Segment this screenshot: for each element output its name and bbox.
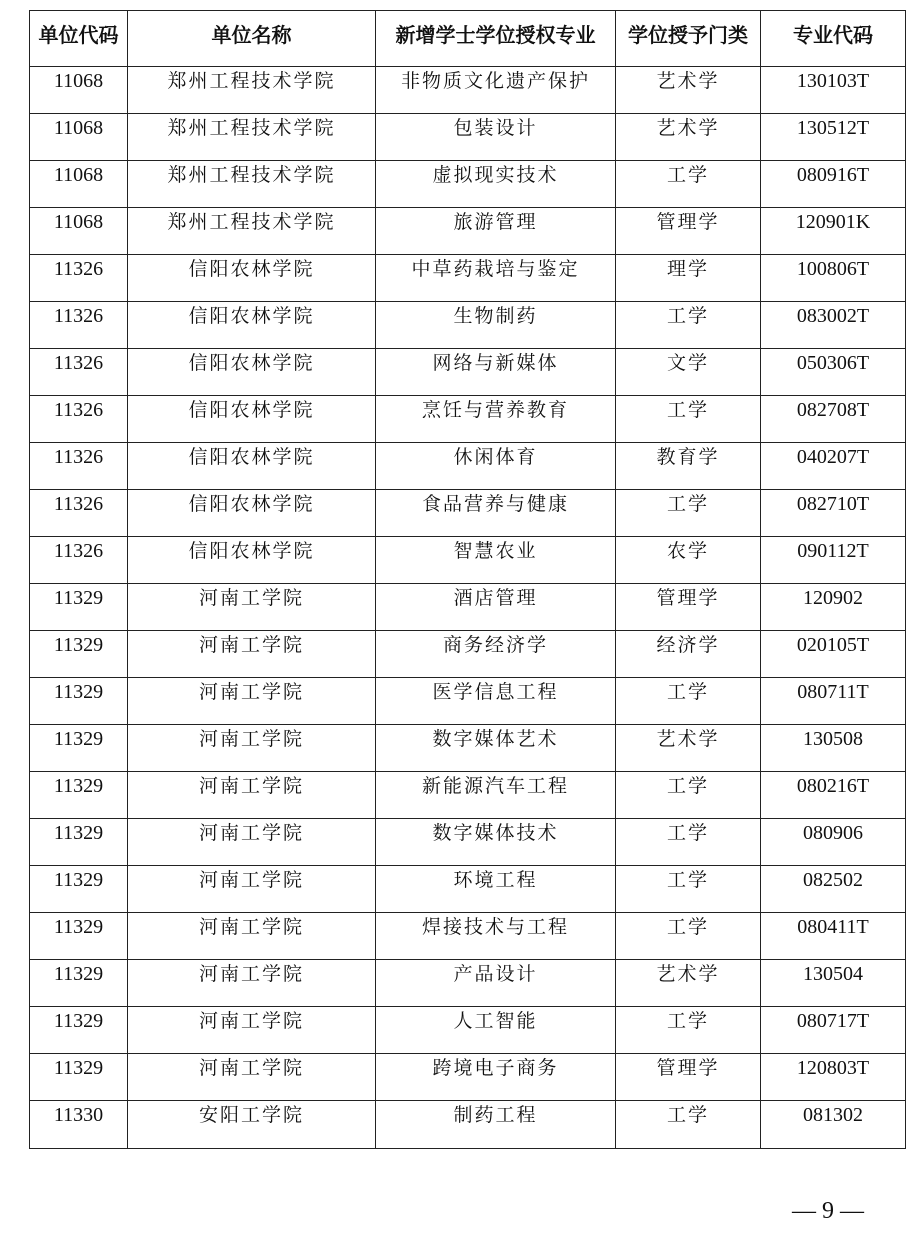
table-row <box>30 678 906 725</box>
table-row <box>30 631 906 678</box>
unit-name-cell: 信阳农林学院 <box>128 396 376 443</box>
unit-code-cell: 11068 <box>30 114 128 161</box>
major-cell: 商务经济学 <box>376 631 616 678</box>
major-code-cell: 130504 <box>761 960 906 1007</box>
major-cell: 医学信息工程 <box>376 678 616 725</box>
table-row <box>30 255 906 302</box>
major-code-cell: 090112T <box>761 537 906 584</box>
degree-category-cell: 工学 <box>616 396 761 443</box>
unit-name-cell: 郑州工程技术学院 <box>128 208 376 255</box>
unit-name-cell: 信阳农林学院 <box>128 443 376 490</box>
degree-category-cell: 管理学 <box>616 1054 761 1101</box>
unit-code-cell: 11326 <box>30 443 128 490</box>
unit-code-cell: 11326 <box>30 537 128 584</box>
major-cell: 环境工程 <box>376 866 616 913</box>
major-code-cell: 080711T <box>761 678 906 725</box>
major-code-cell: 130512T <box>761 114 906 161</box>
degree-category-cell: 管理学 <box>616 584 761 631</box>
degree-category-cell: 教育学 <box>616 443 761 490</box>
unit-name-cell: 河南工学院 <box>128 1054 376 1101</box>
table-row <box>30 161 906 208</box>
table-row <box>30 819 906 866</box>
major-code-cell: 040207T <box>761 443 906 490</box>
unit-name-cell: 郑州工程技术学院 <box>128 161 376 208</box>
table-row <box>30 1007 906 1054</box>
header-unit-name: 单位名称 <box>128 11 376 67</box>
table-row <box>30 114 906 161</box>
major-code-cell: 082710T <box>761 490 906 537</box>
page-number: — 9 — <box>792 1198 864 1224</box>
degree-category-cell: 管理学 <box>616 208 761 255</box>
degree-category-cell: 工学 <box>616 161 761 208</box>
table-row <box>30 725 906 772</box>
header-new-major: 新增学士学位授权专业 <box>376 11 616 67</box>
unit-code-cell: 11330 <box>30 1101 128 1149</box>
major-cell: 烹饪与营养教育 <box>376 396 616 443</box>
table-body <box>30 67 906 1149</box>
table-row <box>30 67 906 114</box>
major-code-cell: 130103T <box>761 67 906 114</box>
degree-category-cell: 艺术学 <box>616 114 761 161</box>
major-code-cell: 082502 <box>761 866 906 913</box>
unit-code-cell: 11329 <box>30 960 128 1007</box>
degree-category-cell: 工学 <box>616 913 761 960</box>
unit-name-cell: 河南工学院 <box>128 584 376 631</box>
unit-code-cell: 11068 <box>30 208 128 255</box>
unit-code-cell: 11329 <box>30 772 128 819</box>
major-cell: 虚拟现实技术 <box>376 161 616 208</box>
table-row <box>30 1101 906 1149</box>
table-row <box>30 772 906 819</box>
unit-name-cell: 郑州工程技术学院 <box>128 67 376 114</box>
degree-category-cell: 工学 <box>616 490 761 537</box>
unit-code-cell: 11329 <box>30 1054 128 1101</box>
degree-category-cell: 艺术学 <box>616 725 761 772</box>
major-cell: 旅游管理 <box>376 208 616 255</box>
unit-code-cell: 11329 <box>30 866 128 913</box>
unit-code-cell: 11329 <box>30 1007 128 1054</box>
major-code-cell: 083002T <box>761 302 906 349</box>
table-header <box>30 11 906 67</box>
major-code-cell: 120901K <box>761 208 906 255</box>
unit-code-cell: 11329 <box>30 913 128 960</box>
degree-category-cell: 工学 <box>616 1101 761 1149</box>
table-row <box>30 913 906 960</box>
major-code-cell: 080916T <box>761 161 906 208</box>
major-cell: 网络与新媒体 <box>376 349 616 396</box>
unit-code-cell: 11068 <box>30 161 128 208</box>
unit-name-cell: 信阳农林学院 <box>128 349 376 396</box>
degree-authorization-table <box>29 10 906 1149</box>
header-unit-code: 单位代码 <box>30 11 128 67</box>
unit-code-cell: 11329 <box>30 584 128 631</box>
major-cell: 包装设计 <box>376 114 616 161</box>
major-code-cell: 080411T <box>761 913 906 960</box>
major-cell: 新能源汽车工程 <box>376 772 616 819</box>
major-code-cell: 020105T <box>761 631 906 678</box>
degree-category-cell: 文学 <box>616 349 761 396</box>
major-code-cell: 080717T <box>761 1007 906 1054</box>
unit-code-cell: 11326 <box>30 302 128 349</box>
major-code-cell: 080906 <box>761 819 906 866</box>
major-code-cell: 082708T <box>761 396 906 443</box>
unit-name-cell: 河南工学院 <box>128 772 376 819</box>
unit-name-cell: 安阳工学院 <box>128 1101 376 1149</box>
degree-category-cell: 经济学 <box>616 631 761 678</box>
unit-name-cell: 信阳农林学院 <box>128 255 376 302</box>
unit-code-cell: 11326 <box>30 255 128 302</box>
table-row <box>30 537 906 584</box>
degree-category-cell: 工学 <box>616 302 761 349</box>
unit-name-cell: 郑州工程技术学院 <box>128 114 376 161</box>
degree-category-cell: 工学 <box>616 1007 761 1054</box>
major-cell: 焊接技术与工程 <box>376 913 616 960</box>
unit-name-cell: 河南工学院 <box>128 819 376 866</box>
major-cell: 食品营养与健康 <box>376 490 616 537</box>
major-cell: 数字媒体艺术 <box>376 725 616 772</box>
major-code-cell: 080216T <box>761 772 906 819</box>
unit-name-cell: 信阳农林学院 <box>128 537 376 584</box>
major-cell: 数字媒体技术 <box>376 819 616 866</box>
major-cell: 酒店管理 <box>376 584 616 631</box>
major-code-cell: 050306T <box>761 349 906 396</box>
major-cell: 非物质文化遗产保护 <box>376 67 616 114</box>
unit-name-cell: 河南工学院 <box>128 1007 376 1054</box>
degree-category-cell: 工学 <box>616 772 761 819</box>
header-row <box>30 11 906 67</box>
table-row <box>30 960 906 1007</box>
major-code-cell: 130508 <box>761 725 906 772</box>
unit-name-cell: 河南工学院 <box>128 866 376 913</box>
major-cell: 智慧农业 <box>376 537 616 584</box>
degree-category-cell: 理学 <box>616 255 761 302</box>
major-cell: 跨境电子商务 <box>376 1054 616 1101</box>
degree-category-cell: 农学 <box>616 537 761 584</box>
table-row <box>30 866 906 913</box>
major-code-cell: 120902 <box>761 584 906 631</box>
unit-code-cell: 11329 <box>30 678 128 725</box>
degree-category-cell: 艺术学 <box>616 960 761 1007</box>
unit-code-cell: 11329 <box>30 631 128 678</box>
major-cell: 中草药栽培与鉴定 <box>376 255 616 302</box>
header-major-code: 专业代码 <box>761 11 906 67</box>
header-degree-category: 学位授予门类 <box>616 11 761 67</box>
table-row <box>30 208 906 255</box>
table-row <box>30 1054 906 1101</box>
major-cell: 人工智能 <box>376 1007 616 1054</box>
unit-name-cell: 河南工学院 <box>128 631 376 678</box>
unit-name-cell: 河南工学院 <box>128 913 376 960</box>
unit-code-cell: 11068 <box>30 67 128 114</box>
unit-name-cell: 信阳农林学院 <box>128 302 376 349</box>
unit-name-cell: 信阳农林学院 <box>128 490 376 537</box>
table-row <box>30 396 906 443</box>
unit-name-cell: 河南工学院 <box>128 960 376 1007</box>
unit-code-cell: 11329 <box>30 819 128 866</box>
table-row <box>30 490 906 537</box>
major-cell: 产品设计 <box>376 960 616 1007</box>
major-code-cell: 081302 <box>761 1101 906 1149</box>
unit-code-cell: 11326 <box>30 396 128 443</box>
major-code-cell: 100806T <box>761 255 906 302</box>
major-cell: 生物制药 <box>376 302 616 349</box>
unit-code-cell: 11326 <box>30 490 128 537</box>
table-row <box>30 302 906 349</box>
degree-category-cell: 工学 <box>616 819 761 866</box>
major-cell: 休闲体育 <box>376 443 616 490</box>
degree-category-cell: 艺术学 <box>616 67 761 114</box>
unit-code-cell: 11329 <box>30 725 128 772</box>
major-code-cell: 120803T <box>761 1054 906 1101</box>
unit-name-cell: 河南工学院 <box>128 725 376 772</box>
major-cell: 制药工程 <box>376 1101 616 1149</box>
unit-name-cell: 河南工学院 <box>128 678 376 725</box>
table-row <box>30 349 906 396</box>
table-row <box>30 443 906 490</box>
table-row <box>30 584 906 631</box>
unit-code-cell: 11326 <box>30 349 128 396</box>
degree-category-cell: 工学 <box>616 678 761 725</box>
degree-category-cell: 工学 <box>616 866 761 913</box>
